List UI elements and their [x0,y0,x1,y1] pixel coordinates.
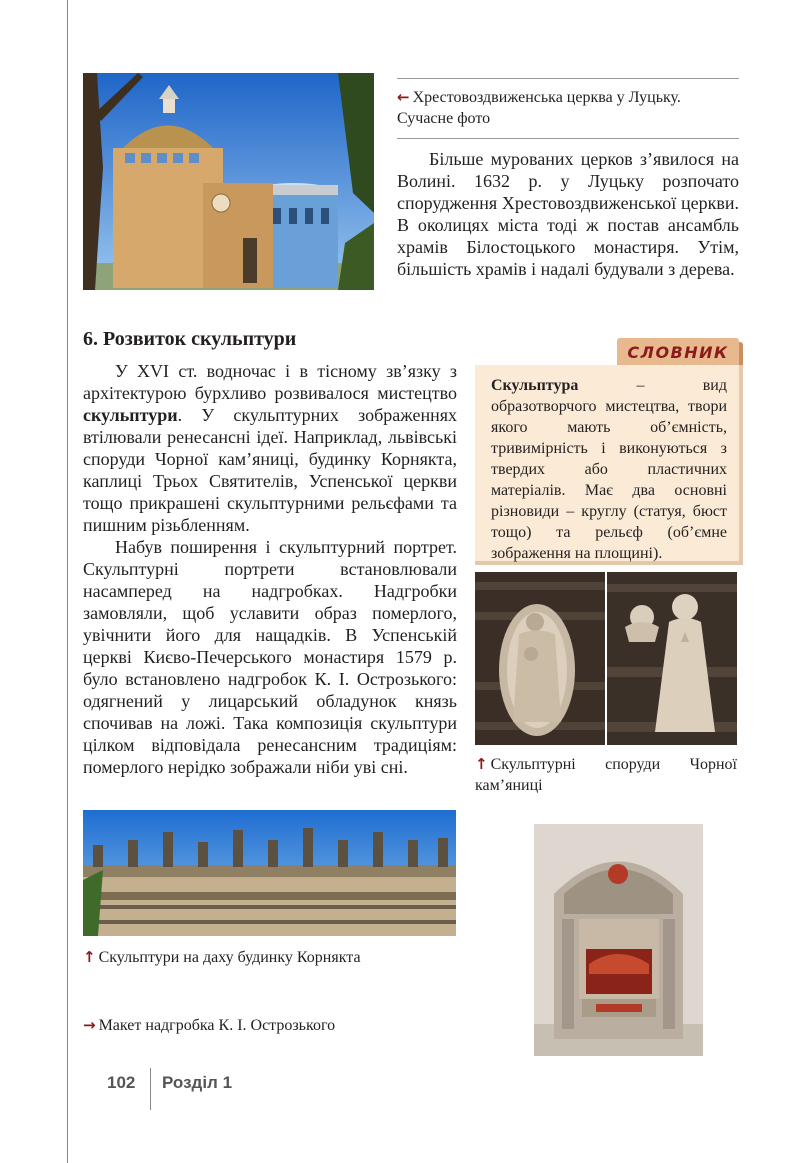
arrow-right-icon: → [83,1016,96,1034]
section-label: Розділ 1 [162,1073,233,1092]
paragraph-sculpture-text-a: У XVI ст. водночас і в тісному зв’язку з архітектурою бурхливо розвивалося мистецтво [83,361,457,403]
paragraph-portrait-text: Набув поширення і скульптурний портрет. Скульптурні портрети встановлювали насамперед на надгробках. Надгробки замовляли, щоб уславити образ померлого, увічнити його для нащадків. В Успенській церкві Києво-Печерського монастиря 1579 р. було встановлено надгробок К. І. Острозького: одягнений у лицарський обладунок князь спочивав на ложі. Така композиція скульптури цілком відповідала ренесансним традиціям: померлого нерідко зображали ніби уві сні. [83,537,457,777]
black-house-photo-right [607,572,737,745]
glossary-term: Скульптура [491,377,579,394]
arrow-left-icon: ← [397,88,410,106]
glossary-definition [475,365,739,564]
section-heading: 6. Розвиток скульптури [83,328,297,350]
korniakt-caption-text: Скульптури на даху будинку Корнякта [98,949,361,966]
church-caption [397,87,739,129]
black-house-caption [475,754,737,796]
glossary-box [475,365,743,565]
glossary-definition-text: – вид образотворчого мистецтва, твори якого мають об’ємність, тривимірність і виконуються з твердих або пластичних матеріалів. Має два основні різновиди – круглу (статуя, бюст тощо) та рельєф (об’ємне зображення на площині). [491,377,727,562]
tomb-caption-text: Макет надгробка К. І. Острозького [98,1017,336,1034]
page-number: 102 [107,1073,136,1092]
footer-separator [150,1068,151,1110]
caption-rule-top [397,78,739,79]
glossary-tab [617,338,739,368]
korniakt-roof-photo [83,810,456,936]
black-house-caption-text: Скульптурні споруди Чорної кам’яниці [475,756,737,794]
intro-paragraph-text: Більше мурованих церков з’явилося на Волині. 1632 р. у Луцьку розпочато спорудження Хрестовоздвиженської церкви. В околицях міста тоді ж постав ансамбль храмів Білостоцького монастиря. Утім, більшість храмів і надалі будували з дерева. [397,149,739,279]
church-caption-text: Хрестовоздвиженська церква у Луцьку. Сучасне фото [397,89,681,127]
glossary-tab-label: СЛОВНИК [627,343,729,362]
caption-rule-bottom [397,138,739,139]
arrow-up-icon: ↑ [83,948,96,966]
black-house-photo-left [475,572,605,745]
page-margin-line [67,0,68,1163]
paragraph-sculpture [83,360,457,536]
tomb-model-photo [534,824,703,1056]
tomb-caption [83,1015,483,1036]
arrow-up-icon: ↑ [475,755,488,773]
paragraph-sculpture-text-b: . У скульптурних зображеннях втілювали ренесансні ідеї. Наприклад, львівські споруди Чорної кам’яниці, будинку Корнякта, каплиці Трьох Святителів, Успенської церкви тощо прикрашені скульптурними рельєфами та пишним різьбленням. [83,405,457,535]
paragraph-portrait [83,536,457,778]
paragraph-sculpture-term: скульптури [83,405,178,425]
intro-paragraph [397,148,739,280]
church-photo [83,73,374,290]
korniakt-caption [83,947,463,968]
